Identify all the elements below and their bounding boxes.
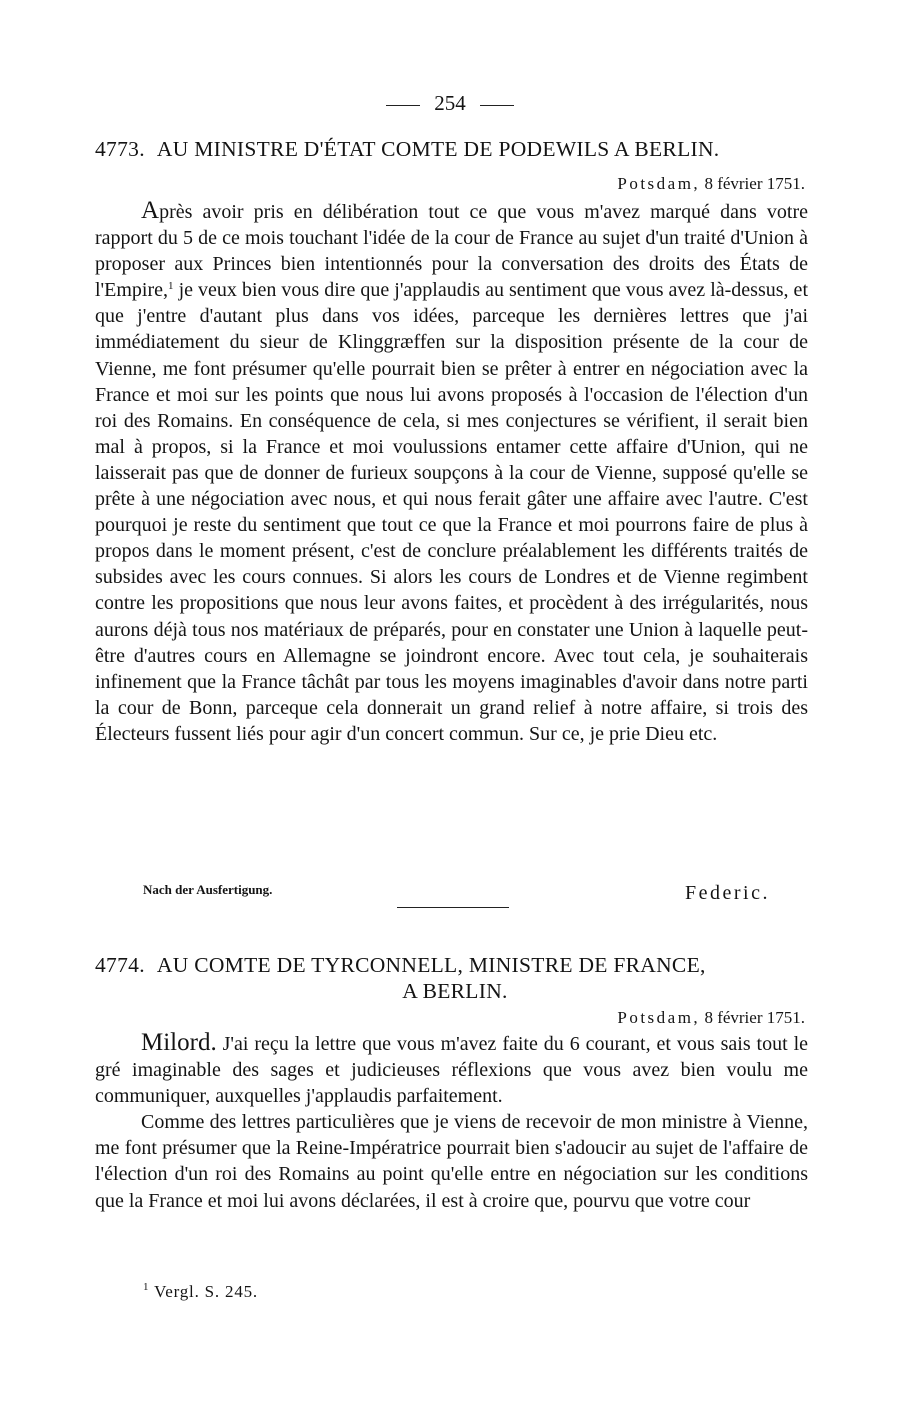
letter-4774-number: 4774. [95,953,145,977]
letter-4774-dateline [617,1007,805,1029]
letter-4773-heading [95,136,815,162]
letter-4773-signature: Federic. [685,882,770,904]
letter-4773-text-part1: près avoir pris en délibération tout ce que vous m'avez marqué dans votre rapport du 5 de ce mois touchant l'idée de la cour de France au sujet d'un traité d'Union à proposer aux Princes bien intentionnés pour la conversation des droits des États de l'Empire, [95,201,808,302]
page-number-rule-left [386,105,420,106]
footnote-marker: 1 [143,1281,150,1293]
letter-4774-title-line2: A BERLIN. [402,979,508,1003]
footnote-text: Vergl. S. 245. [154,1282,258,1301]
letter-4773-number: 4773. [95,137,145,161]
letter-4774-place: Potsdam, [617,1008,701,1027]
letter-4773-dateline [617,173,805,195]
letter-4773-paragraph [95,198,808,747]
letter-4773-title: AU MINISTRE D'ÉTAT COMTE DE PODEWILS A BERLIN. [156,137,720,161]
letter-4774-paragraph-1 [95,1030,808,1109]
footnote [143,1281,258,1303]
letter-4773-initial: A [141,197,160,224]
letter-4774-body [95,1030,808,1214]
letter-4773-place: Potsdam, [617,174,701,193]
letter-4774-title-line1: AU COMTE DE TYRCONNELL, MINISTRE DE FRANCE, [156,953,706,977]
letter-4774-salutation: Milord. [141,1029,217,1056]
page-number-row [0,90,900,116]
letter-4774-paragraph-2: Comme des lettres particulières que je viens de recevoir de mon ministre à Vienne, me font présumer que la Reine-Impératrice pourrait bien s'adoucir au sujet de l'affaire de l'élection d'un roi des Romains au point qu'elle entre en négociation sur les conditions que la France et moi lui avons déclarées, il est à croire que, pourvu que votre cour [95,1111,808,1212]
letter-4774-heading [95,952,815,1004]
letter-4774-paragraph-1-text: J'ai reçu la lettre que vous m'avez faite du 6 courant, et vous sais tout le gré imaginable des sages et judicieuses réflexions que vous avez bien voulu me communiquer, auxquelles j'applaudis parfaitement. [95,1033,809,1108]
letter-divider [397,907,509,908]
footnote-reference: 1 [168,280,174,293]
page-number: 254 [434,91,466,115]
letter-4773-text-part2: je veux bien vous dire que j'applaudis au sentiment que vous avez là-dessus, et que j'entre d'autant plus dans vos idées, parceque les dernières lettres que j'ai immédiatement du sieur de Klinggræffen sur la disposition présente de la cour de Vienne, me font présumer qu'elle pourrait bien se prêter à entrer en négociation avec la France et moi sur les points que nous lui avons proposés à l'occasion de l'élection d'un roi des Romains. En conséquence de cela, si mes conjectures se vérifient, il serait bien mal à propos, si la France et moi voulussions entamer cette affaire d'Union, qui ne laisserait pas que de donner de furieux soupçons à la cour de Vienne, supposé qu'elle se prête à une négociation avec nous, et qui nous ferait gâter une affaire avec l'autre. C'est pourquoi je reste du sentiment que tout ce que la France et moi pourrons faire de plus à propos dans le moment présent, c'est de conclure préalablement les différents traités de subsides avec les cours connues. Si alors les cours de Londres et de Vienne regimbent contre les propositions que nous leur avons faites, et procèdent à des irrégularités, nous aurons déjà tous nos matériaux de préparés, pour en constater une Union à laquelle peut-être d'autres cours en Allemagne se joindront encore. Avec tout cela, je souhaiterais infinement que la France tâchât par tous les moyens imaginables d'avoir dans notre parti la cour de Bonn, parceque cela donnerait un grand relief à notre affaire, si trois des Électeurs fussent liés pour agir d'un concert commun. Sur ce, je prie Dieu etc. [95,279,808,745]
letter-4773-source-note: Nach der Ausfertigung. [143,882,273,897]
letter-4774-date: 8 février 1751. [704,1008,805,1027]
letter-4773-date: 8 février 1751. [704,174,805,193]
letter-4773-body [95,198,808,747]
page-number-rule-right [480,105,514,106]
